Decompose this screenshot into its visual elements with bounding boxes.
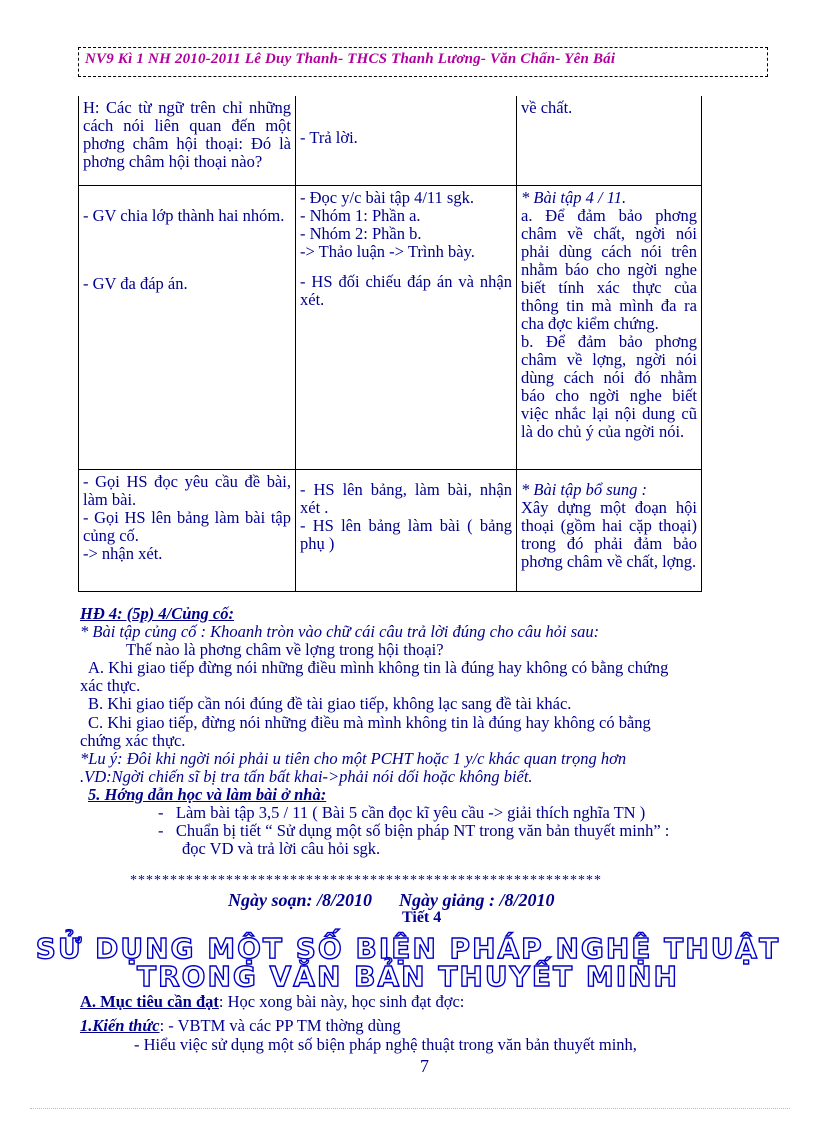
table-row: [79, 96, 702, 186]
table-cell-teacher: [79, 96, 296, 186]
separator-stars: ***********************************************************: [130, 873, 602, 888]
page-bottom-divider: [30, 1108, 790, 1109]
date-soan: Ngày soạn: /8/2010: [228, 890, 372, 910]
note-line2: .VD:Ngời chiến sĩ bị tra tấn bất khai->phải nói dối hoặc không biết.: [80, 767, 533, 786]
table-row: [79, 470, 702, 592]
dates-line: [228, 890, 555, 911]
exercise-intro: * Bài tập củng cố : Khoanh tròn vào chữ cái câu trả lời đúng cho câu hỏi sau:: [80, 622, 600, 641]
answer-b: B. Khi giao tiếp cần nói đúng đề tài giao tiếp, không lạc sang đề tài khác.: [88, 694, 572, 713]
question: Thế nào là phơng châm về lợng trong hội thoại?: [126, 640, 444, 659]
knowledge-label: 1.Kiến thức: [80, 1016, 160, 1035]
running-header: NV9 Kì 1 NH 2010-2011 Lê Duy Thanh- THCS Thanh Lương- Văn Chấn- Yên Bái: [85, 51, 616, 67]
page-number: 7: [420, 1056, 429, 1076]
cell-text: - Nhóm 1: Phần a.: [300, 206, 421, 225]
homework-item1: - Làm bài tập 3,5 / 11 ( Bài 5 cần đọc kĩ yêu cầu -> giải thích nghĩa TN ): [158, 803, 646, 822]
hd4-heading: HĐ 4: (5p) 4/Củng cố:: [80, 604, 234, 623]
table-cell-content: [517, 186, 702, 470]
table-row: [79, 186, 702, 470]
cell-text: - GV đa đáp án.: [83, 274, 188, 293]
objectives-label: A. Mục tiêu cần đạt: [80, 992, 219, 1011]
table-cell-student: [296, 96, 517, 186]
title-text: SỬ DỤNG MỘT SỐ BIỆN PHÁP NGHỆ THUẬT: [35, 932, 781, 965]
homework-item2-cont: đọc VD và trả lời câu hỏi sgk.: [182, 839, 381, 858]
lesson-table: [78, 96, 702, 592]
answer-c: C. Khi giao tiếp, đừng nói những điều mà mình không tin là đúng hay không có bằng: [88, 713, 651, 732]
table-cell-teacher: [79, 470, 296, 592]
table-cell-teacher: [79, 186, 296, 470]
cell-text: -> nhận xét.: [83, 544, 163, 563]
cell-text: về chất.: [521, 98, 573, 117]
cell-text: - Nhóm 2: Phần b.: [300, 224, 422, 243]
cell-text: - Đọc y/c bài tập 4/11 sgk.: [300, 188, 474, 207]
exercise-title: * Bài tập 4 / 11.: [521, 188, 627, 207]
cell-text: - GV chia lớp thành hai nhóm.: [83, 206, 285, 225]
table-cell-content: [517, 96, 702, 186]
cell-text: H: Các từ ngữ trên chỉ những cách nói liên quan đến một phơng châm hội thoại: Đó là phơng châm hội thoại nào?: [83, 98, 291, 171]
cell-text: - Trả lời.: [300, 128, 358, 147]
cell-text: a. Để đảm bảo phơng châm về chất, ngời nói phải dùng cách nói trên nhằm báo cho ngời nghe biết tính xác thực của thông tin mà mình đa ra cha đợc kiểm chứng.: [521, 206, 697, 333]
homework-item1-text: Làm bài tập 3,5 / 11 ( Bài 5 cần đọc kĩ yêu cầu -> giải thích nghĩa TN ): [175, 803, 646, 822]
exercise-title: * Bài tập bổ sung :: [521, 480, 648, 499]
homework-item2: - Chuẩn bị tiết “ Sử dụng một số biện pháp NT trong văn bản thuyết minh” :: [158, 821, 670, 840]
cell-text: - HS đối chiếu đáp án và nhận xét.: [300, 272, 512, 309]
table-cell-content: [517, 470, 702, 592]
cell-text: - HS lên bảng làm bài ( bảng phụ ): [300, 516, 512, 553]
objectives-line: [80, 992, 464, 1012]
lesson-title-line2: [0, 960, 816, 993]
lesson-number: Tiết 4: [402, 909, 442, 926]
answer-a-cont: xác thực.: [80, 676, 141, 695]
cell-text: - Gọi HS lên bảng làm bài tập củng cố.: [83, 508, 291, 545]
date-giang: Ngày giảng : /8/2010: [399, 890, 555, 910]
answer-c-cont: chứng xác thực.: [80, 731, 186, 750]
knowledge-line2: - Hiểu việc sử dụng một số biện pháp nghệ thuật trong văn bản thuyết minh,: [134, 1035, 637, 1054]
cell-text: b. Để đảm bảo phơng châm về lợng, ngời nói dùng cách nói đó nhằm báo cho ngời nghe biết việc nhắc lại nội dung cũ là do chủ ý của ngời nói.: [521, 332, 697, 441]
table-cell-student: [296, 186, 517, 470]
table-cell-student: [296, 470, 517, 592]
homework-heading: 5. Hớng dẫn học và làm bài ở nhà:: [88, 785, 327, 804]
homework-item2-text: Chuẩn bị tiết “ Sử dụng một số biện pháp NT trong văn bản thuyết minh” :: [175, 821, 670, 840]
cell-text: - Gọi HS đọc yêu cầu đề bài, làm bài.: [83, 472, 291, 509]
knowledge-line: [80, 1016, 401, 1036]
title-text: TRONG VĂN BẢN THUYẾT MINH: [136, 960, 679, 993]
header-box: [78, 47, 768, 77]
objectives-text: : Học xong bài này, học sinh đạt đợc:: [218, 992, 465, 1011]
answer-a: A. Khi giao tiếp đừng nói những điều mình không tin là đúng hay không có bằng chứng: [88, 658, 669, 677]
cell-text: Xây dựng một đoạn hội thoại (gồm hai cặp thoại) trong đó phải đảm bảo phơng châm về chất, lợng.: [521, 498, 697, 571]
cell-text: [300, 99, 512, 129]
cell-text: - HS lên bảng, làm bài, nhận xét .: [300, 480, 512, 517]
note-line1: *Lu ý: Đôi khi ngời nói phải u tiên cho một PCHT hoặc 1 y/c khác quan trọng hơn: [80, 749, 627, 768]
cell-text: -> Thảo luận -> Trình bày.: [300, 242, 475, 261]
knowledge-text: : - VBTM và các PP TM thờng dùng: [159, 1016, 401, 1035]
